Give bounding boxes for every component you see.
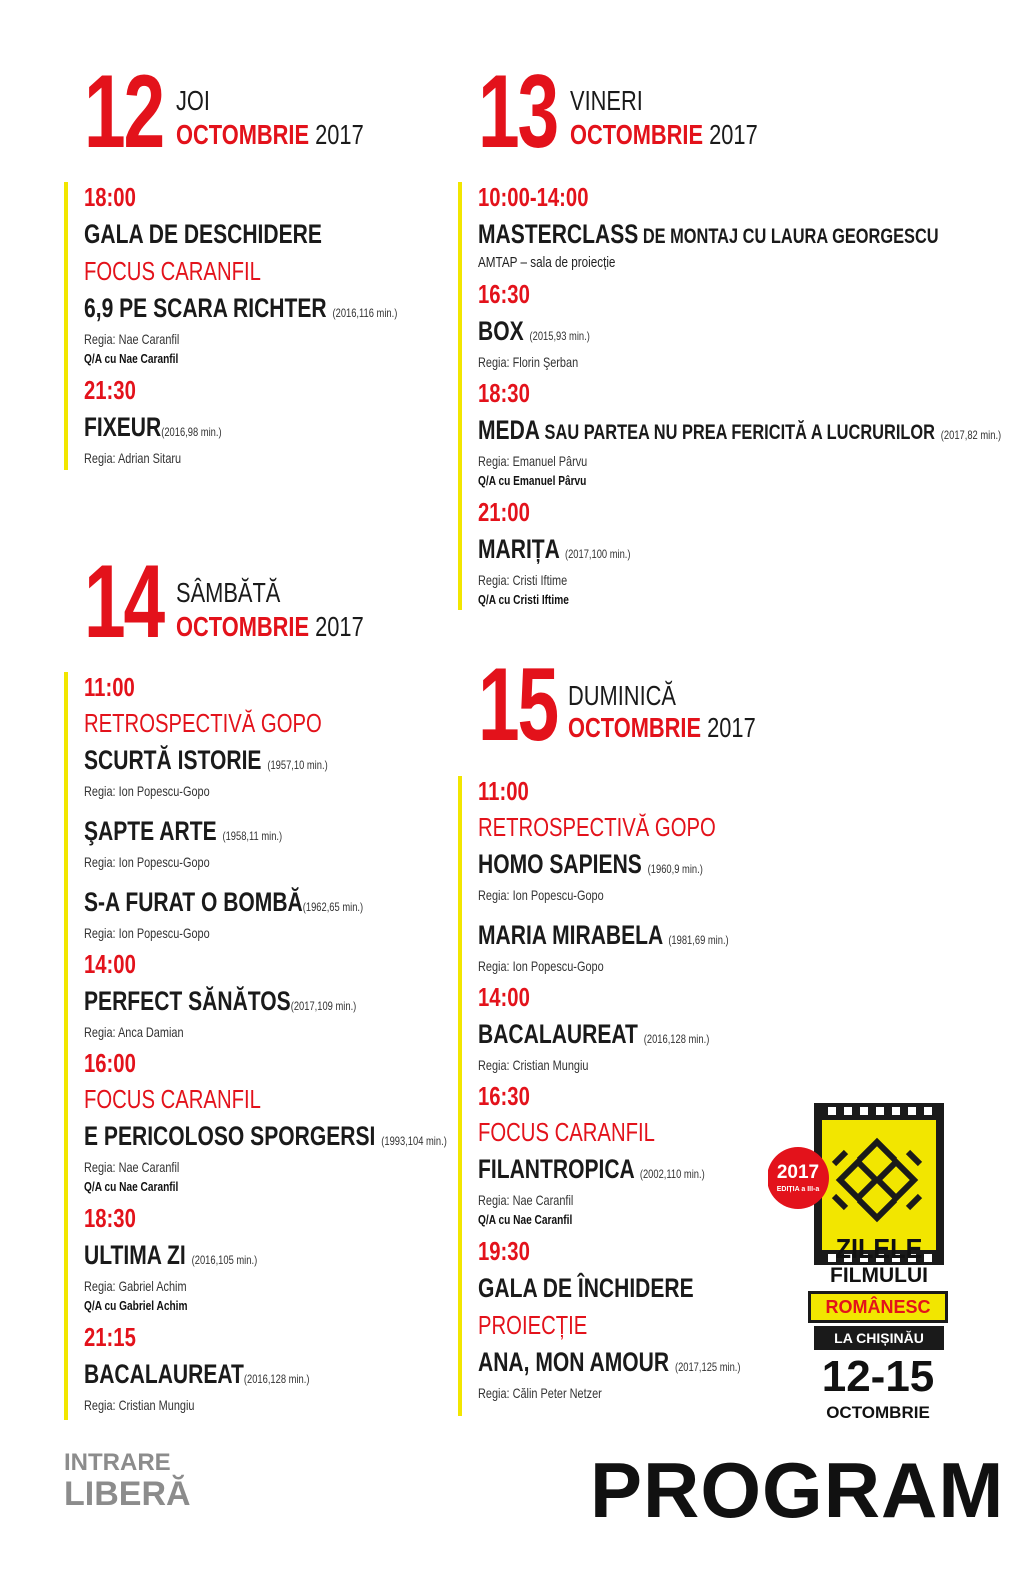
film-meta: (2016,116 min.) <box>332 306 398 320</box>
day-month: OCTOMBRIE 2017 <box>568 712 756 743</box>
event-title: GALA DE ÎNCHIDERE <box>478 1273 694 1303</box>
free-entry <box>64 1450 191 1512</box>
day-name: VINERI <box>570 85 643 116</box>
logo-line2: FILMULUI <box>830 1264 928 1287</box>
film-item <box>478 1018 709 1055</box>
film-title: BACALAUREAT <box>84 1359 244 1389</box>
film-director: Regia: Nae Caranfil <box>84 1159 180 1175</box>
film-item <box>478 414 1001 451</box>
film-item <box>84 1120 447 1157</box>
film-title: FILANTROPICA <box>478 1154 634 1184</box>
time: 21:15 <box>84 1322 136 1352</box>
film-meta: (1957,10 min.) <box>267 758 328 772</box>
film-qa: Q/A cu Gabriel Achim <box>84 1298 188 1313</box>
time: 18:00 <box>84 182 136 212</box>
film-item <box>84 292 397 329</box>
day-number: 13 <box>478 54 557 170</box>
film-title: BOX <box>478 316 524 346</box>
film-item <box>478 315 590 352</box>
day-15-schedule <box>458 776 815 1416</box>
event-title: MASTERCLASS DE MONTAJ CU LAURA GEORGESCU <box>478 219 939 249</box>
time: 16:00 <box>84 1048 136 1078</box>
film-meta: (2016,98 min.) <box>161 425 222 439</box>
film-title: ULTIMA ZI <box>84 1240 186 1270</box>
film-meta: (2017,125 min.) <box>674 1360 741 1374</box>
film-item <box>84 815 282 852</box>
film-director: Regia: Ion Popescu-Gopo <box>84 925 210 941</box>
film-meta: (2017,82 min.) <box>940 428 1002 442</box>
film-director: Regia: Cristian Mungiu <box>84 1397 195 1413</box>
event-location: AMTAP – sala de proiecție <box>478 254 616 271</box>
film-qa: Q/A cu Nae Caranfil <box>84 351 179 366</box>
event-title: GALA DE DESCHIDERE <box>84 219 322 249</box>
film-meta: (2016,128 min.) <box>643 1032 710 1046</box>
section-label: PROIECȚIE <box>478 1310 588 1340</box>
film-meta: (1962,65 min.) <box>302 900 364 914</box>
film-director: Regia: Adrian Sitaru <box>84 450 182 466</box>
film-director: Regia: Nae Caranfil <box>84 331 180 347</box>
film-meta: (2015,93 min.) <box>529 329 590 343</box>
program-title: PROGRAM <box>590 1446 1005 1534</box>
logo-dates: 12-15 <box>821 1352 935 1401</box>
section-label: FOCUS CARANFIL <box>478 1117 655 1147</box>
time: 16:30 <box>478 279 530 309</box>
film-meta: (1981,69 min.) <box>668 933 729 947</box>
film-director: Regia: Gabriel Achim <box>84 1278 187 1294</box>
section-label: RETROSPECTIVĂ GOPO <box>84 708 322 738</box>
film-title: ŞAPTE ARTE <box>84 816 217 846</box>
time: 21:00 <box>478 497 530 527</box>
film-meta: (2017,109 min.) <box>290 999 357 1013</box>
section-label: FOCUS CARANFIL <box>84 256 261 286</box>
day-number: 15 <box>478 647 557 763</box>
film-qa: Q/A cu Emanuel Pârvu <box>478 473 587 488</box>
film-item <box>84 411 222 448</box>
section-label: FOCUS CARANFIL <box>84 1084 261 1114</box>
film-qa: Q/A cu Nae Caranfil <box>478 1212 573 1227</box>
film-director: Regia: Nae Caranfil <box>478 1192 574 1208</box>
film-item <box>478 1346 741 1383</box>
film-title: E PERICOLOSO SPORGERSI <box>84 1121 376 1151</box>
film-qa: Q/A cu Nae Caranfil <box>84 1179 179 1194</box>
logo-line4: LA CHIȘINĂU <box>814 1326 944 1350</box>
film-qa: Q/A cu Cristi Iftime <box>478 592 569 607</box>
free-entry-line2: LIBERĂ <box>64 1475 191 1513</box>
film-director: Regia: Ion Popescu-Gopo <box>478 887 604 903</box>
film-title: MARIȚA <box>478 534 560 564</box>
festival-logo <box>768 1100 968 1440</box>
day-14-header <box>84 544 384 660</box>
day-name: DUMINICĂ <box>568 680 676 711</box>
film-item <box>84 985 356 1022</box>
logo-line1: ZILELE <box>835 1233 923 1264</box>
film-director: Regia: Emanuel Pârvu <box>478 453 588 469</box>
day-12-header <box>84 54 384 170</box>
film-title: PERFECT SĂNĂTOS <box>84 986 291 1016</box>
free-entry-line1: INTRARE <box>64 1449 171 1476</box>
time: 18:30 <box>478 378 530 408</box>
film-director: Regia: Florin Şerban <box>478 354 579 370</box>
day-number: 14 <box>84 544 163 660</box>
film-director: Regia: Ion Popescu-Gopo <box>84 854 210 870</box>
time: 16:30 <box>478 1081 530 1111</box>
film-title: ANA, MON AMOUR <box>478 1347 670 1377</box>
time: 14:00 <box>84 949 136 979</box>
time: 11:00 <box>84 672 135 702</box>
film-title: BACALAUREAT <box>478 1019 638 1049</box>
day-13-header <box>478 54 778 170</box>
day-13-schedule <box>458 182 1024 610</box>
day-number: 12 <box>84 54 163 170</box>
film-meta: (2002,110 min.) <box>639 1167 705 1181</box>
time: 14:00 <box>478 982 530 1012</box>
film-meta: (1993,104 min.) <box>381 1134 447 1148</box>
logo-line3: ROMÂNESC <box>808 1291 948 1323</box>
day-month: OCTOMBRIE 2017 <box>176 119 364 150</box>
film-title: MEDA <box>478 415 541 445</box>
film-item <box>478 533 631 570</box>
film-meta: (1960,9 min.) <box>647 862 703 876</box>
film-item <box>84 1239 257 1276</box>
logo-year: 2017 <box>776 1162 820 1183</box>
film-item <box>84 744 328 781</box>
film-director: Regia: Cristian Mungiu <box>478 1057 589 1073</box>
film-subtitle: SAU PARTEA NU PREA FERICITĂ A LUCRURILOR <box>540 421 935 444</box>
time: 10:00-14:00 <box>478 182 589 212</box>
film-title: MARIA MIRABELA <box>478 920 663 950</box>
film-item <box>84 1358 309 1395</box>
time: 18:30 <box>84 1203 136 1233</box>
film-title: SCURTĂ ISTORIE <box>84 745 262 775</box>
film-director: Regia: Călin Peter Netzer <box>478 1385 602 1401</box>
day-month: OCTOMBRIE 2017 <box>570 119 758 150</box>
film-item <box>84 886 363 923</box>
film-meta: (2016,128 min.) <box>243 1372 310 1386</box>
film-title: 6,9 PE SCARA RICHTER <box>84 293 327 323</box>
film-title: FIXEUR <box>84 412 162 442</box>
section-label: RETROSPECTIVĂ GOPO <box>478 812 716 842</box>
film-director: Regia: Cristi Iftime <box>478 572 568 588</box>
film-director: Regia: Ion Popescu-Gopo <box>84 783 210 799</box>
film-meta: (1958,11 min.) <box>222 829 283 843</box>
day-month: OCTOMBRIE 2017 <box>176 611 364 642</box>
time: 11:00 <box>478 776 529 806</box>
film-item <box>478 919 729 956</box>
film-title: HOMO SAPIENS <box>478 849 642 879</box>
logo-edition: EDIȚIA a III-a <box>776 1186 820 1193</box>
film-director: Regia: Anca Damian <box>84 1024 184 1040</box>
day-12-schedule <box>64 182 486 470</box>
logo-month: OCTOMBRIE <box>826 1403 930 1422</box>
film-title: S-A FURAT O BOMBĂ <box>84 887 303 917</box>
film-item <box>478 1153 705 1190</box>
film-item <box>478 848 703 885</box>
film-meta: (2016,105 min.) <box>191 1253 258 1267</box>
day-name: JOI <box>176 85 210 116</box>
day-name: SÂMBĂTĂ <box>176 577 281 608</box>
film-meta: (2017,100 min.) <box>564 547 631 561</box>
time: 19:30 <box>478 1236 530 1266</box>
film-director: Regia: Ion Popescu-Gopo <box>478 958 604 974</box>
time: 21:30 <box>84 375 136 405</box>
